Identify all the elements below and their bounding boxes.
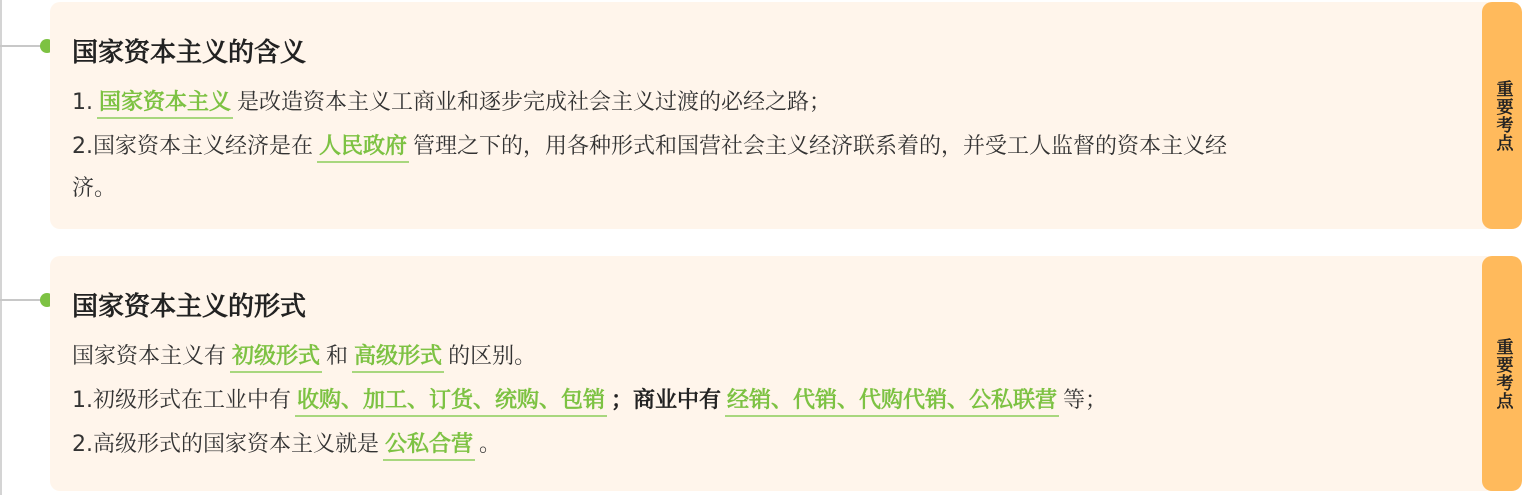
text-segment: 2.高级形式的国家资本主义就是 [72,432,379,457]
highlight-keyword: 公私合营 [383,432,475,461]
section-title: 国家资本主义的含义 [72,38,307,68]
highlight-keyword: 经销、代销、代购代销、公私联营 [725,388,1059,417]
text-line [72,386,1107,416]
section-title: 国家资本主义的形式 [72,292,307,322]
highlight-keyword: 人民政府 [317,134,409,163]
section-card-forms [50,256,1522,491]
text-line: 济。 [72,176,117,201]
tab-label: 重要考点 [1492,337,1513,410]
text-line [72,430,501,460]
text-segment: 国家资本主义有 [72,344,227,369]
highlight-keyword: 初级形式 [230,344,322,373]
branch-connector [0,299,42,301]
text-line [72,132,1227,162]
important-point-tab [1482,2,1522,229]
highlight-keyword: 收购、加工、订货、统购、包销 [295,388,607,417]
mindmap-trunk-line [0,0,2,495]
text-segment: 2.国家资本主义经济是在 [72,134,313,159]
highlight-keyword: 高级形式 [352,344,444,373]
branch-connector [0,45,42,47]
text-segment: 的区别。 [448,344,537,369]
text-segment-bold: ；商业中有 [611,388,722,413]
text-line [72,88,831,118]
text-segment: 等； [1063,388,1108,413]
highlight-keyword: 国家资本主义 [97,90,233,119]
text-segment: 。 [479,432,502,457]
text-segment: 1.初级形式在工业中有 [72,388,291,413]
important-point-tab [1482,256,1522,491]
text-segment: 1. [72,90,93,115]
text-line [72,342,536,372]
text-segment: 和 [326,344,349,369]
tab-label: 重要考点 [1492,79,1513,152]
text-segment: 管理之下的，用各种形式和国营社会主义经济联系着的，并受工人监督的资本主义经 [413,134,1228,159]
text-segment: 是改造资本主义工商业和逐步完成社会主义过渡的必经之路； [237,90,832,115]
section-card-meaning [50,2,1522,229]
